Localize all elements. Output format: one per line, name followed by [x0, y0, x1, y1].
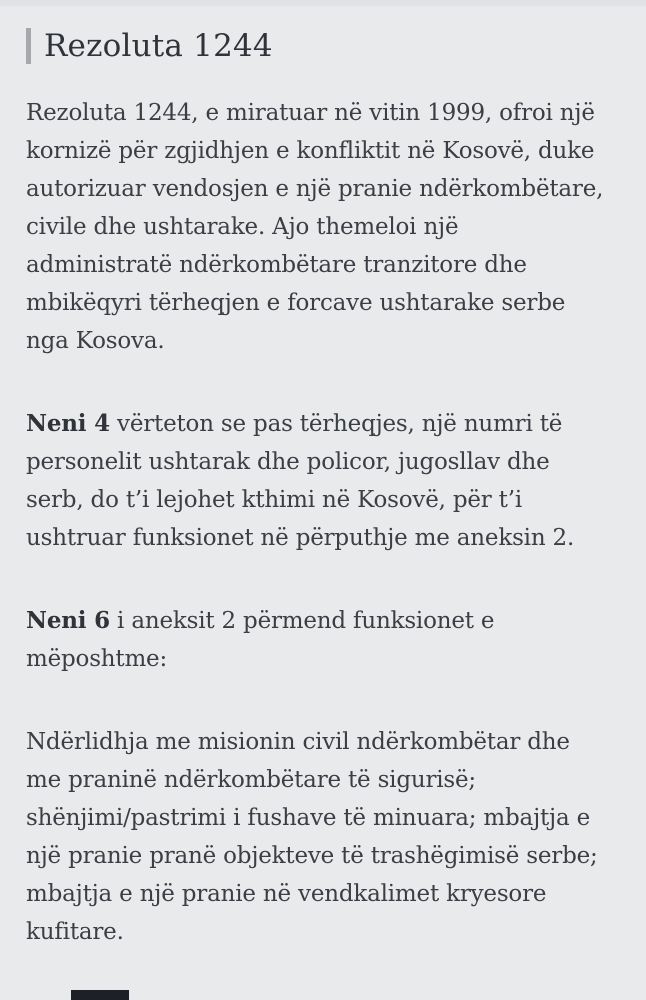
paragraph-text: Ndërlidhja me misionin civil ndërkombëtar dhe me praninë ndërkombëtare të sigurisë; shënjimi/pastrimi i fushave të minuara; mbajtja e një pranie pranë objekteve të trashëgimisë serbe; mbajtja e një pranie në vendkalimet kryesore kufitare. [26, 729, 598, 945]
partially-visible-dark-element [71, 990, 129, 1000]
paragraph-neni-4 [26, 405, 610, 557]
paragraph-text: vërteton se pas tërheqjes, një numri të personelit ushtarak dhe policor, jugosllav dhe serb, do t’i lejohet kthimi në Kosovë, për t’i ushtruar funksionet në përputhje me aneksin 2. [26, 411, 575, 551]
paragraph-text: Rezoluta 1244, e miratuar në vitin 1999, ofroi një kornizë për zgjidhjen e konfliktit në Kosovë, duke autorizuar vendosjen e një pranie ndërkombëtare, civile dhe ushtarake. Ajo themeloi një administratë ndërkombëtare tranzitore dhe mbikëqyri tërheqjen e forcave ushtarake serbe nga Kosova. [26, 100, 604, 354]
paragraph-functions [26, 723, 610, 951]
paragraph-neni-6 [26, 602, 610, 678]
paragraph-intro [26, 94, 610, 360]
title-accent-bar [26, 28, 31, 64]
page-title: Rezoluta 1244 [44, 28, 273, 64]
section-header [26, 28, 610, 64]
paragraph-text: i aneksit 2 përmend funksionet e mëposhtme: [26, 608, 495, 672]
top-edge-band [0, 0, 646, 6]
paragraph-lead: Neni 6 [26, 607, 110, 634]
article-body [26, 94, 610, 951]
paragraph-lead: Neni 4 [26, 410, 110, 437]
